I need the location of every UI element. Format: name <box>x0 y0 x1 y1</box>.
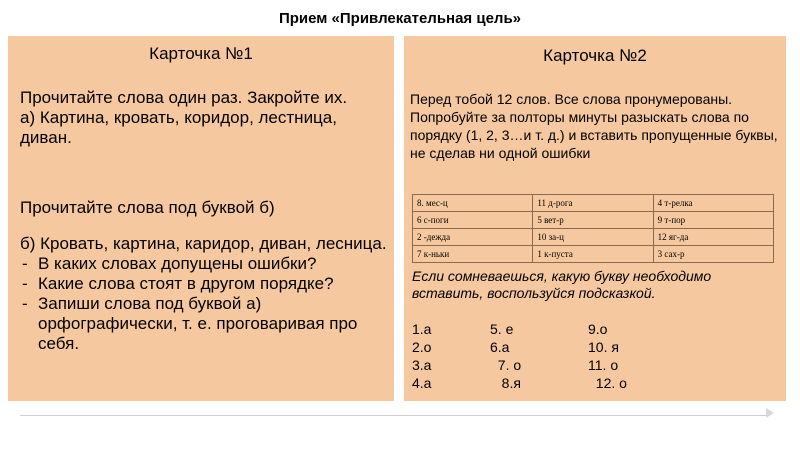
answer-item: 8.я <box>490 375 521 391</box>
answer-item: 1.а <box>412 321 432 337</box>
card-1-word-list-a: а) Картина, кровать, коридор, лестница, диван. <box>20 108 337 147</box>
card-1-body-3 <box>20 234 390 354</box>
answer-item: 5. е <box>490 321 514 337</box>
card-1-question: - Какие слова стоят в другом порядке? <box>20 274 390 294</box>
card-1-question: - Запиши слова под буквой а) орфографически, т. е. проговаривая про себя. <box>20 294 390 354</box>
table-cell: 9 т-пор <box>653 212 773 229</box>
answer-item: 11. о <box>588 357 619 373</box>
answer-item: 10. я <box>588 339 619 355</box>
card-1-question-list <box>20 254 390 354</box>
answer-row <box>412 338 772 356</box>
answer-row <box>412 356 772 374</box>
card-1-instruction-2: Прочитайте слова под буквой б) <box>20 198 275 217</box>
table-cell: 3 сах-р <box>653 246 773 263</box>
card-1-instruction-1: Прочитайте слова один раз. Закройте их. <box>20 88 348 107</box>
answer-item: 6.а <box>490 339 510 355</box>
table-cell: 1 к-пуста <box>533 246 653 263</box>
table-row <box>413 246 774 263</box>
word-table <box>412 194 774 263</box>
card-1-body <box>20 88 390 148</box>
card-2-intro: Перед тобой 12 слов. Все слова пронумерованы. Попробуйте за полторы минуты разыскать слова по порядку (1, 2, 3…и т. д.) и вставить пропущенные буквы, не сделав ни одной ошибки <box>410 91 778 161</box>
answer-item: 12. о <box>588 375 627 391</box>
table-cell: 6 с-поги <box>413 212 533 229</box>
card-2 <box>404 36 786 401</box>
table-cell: 7 к-ньки <box>413 246 533 263</box>
answer-item: 3.а <box>412 357 432 373</box>
answer-item: 4.а <box>412 375 432 391</box>
answer-item: 9.о <box>588 321 608 337</box>
table-cell: 12 яг-да <box>653 229 773 246</box>
answer-row <box>412 374 772 392</box>
answer-item: 7. о <box>490 357 522 373</box>
answer-key <box>412 320 772 392</box>
card-1-question: - В каких словах допущены ошибки? <box>20 254 390 274</box>
hint-text: Если сомневаешься, какую букву необходимо вставить, воспользуйся подсказкой. <box>412 268 712 301</box>
answer-row <box>412 320 772 338</box>
table-row <box>413 195 774 212</box>
table-row <box>413 229 774 246</box>
card-1-body-2 <box>20 198 390 218</box>
table-cell: 2 -дежда <box>413 229 533 246</box>
table-row <box>413 212 774 229</box>
answer-item: 2.о <box>412 339 432 355</box>
table-cell: 10 за-ц <box>533 229 653 246</box>
table-cell: 5 вет-р <box>533 212 653 229</box>
card-1-heading: Карточка №1 <box>149 44 253 63</box>
card-1 <box>8 36 394 401</box>
table-cell: 4 т-релка <box>653 195 773 212</box>
slide-title: Прием «Привлекательная цель» <box>278 10 522 27</box>
card-2-heading: Карточка №2 <box>543 46 647 65</box>
arrow-right-icon <box>766 408 774 418</box>
card-1-word-list-b: б) Кровать, картина, каридор, диван, лесница. <box>20 234 387 253</box>
table-cell: 11 д-рога <box>533 195 653 212</box>
table-cell: 8. мес-ц <box>413 195 533 212</box>
bottom-divider <box>20 415 770 416</box>
